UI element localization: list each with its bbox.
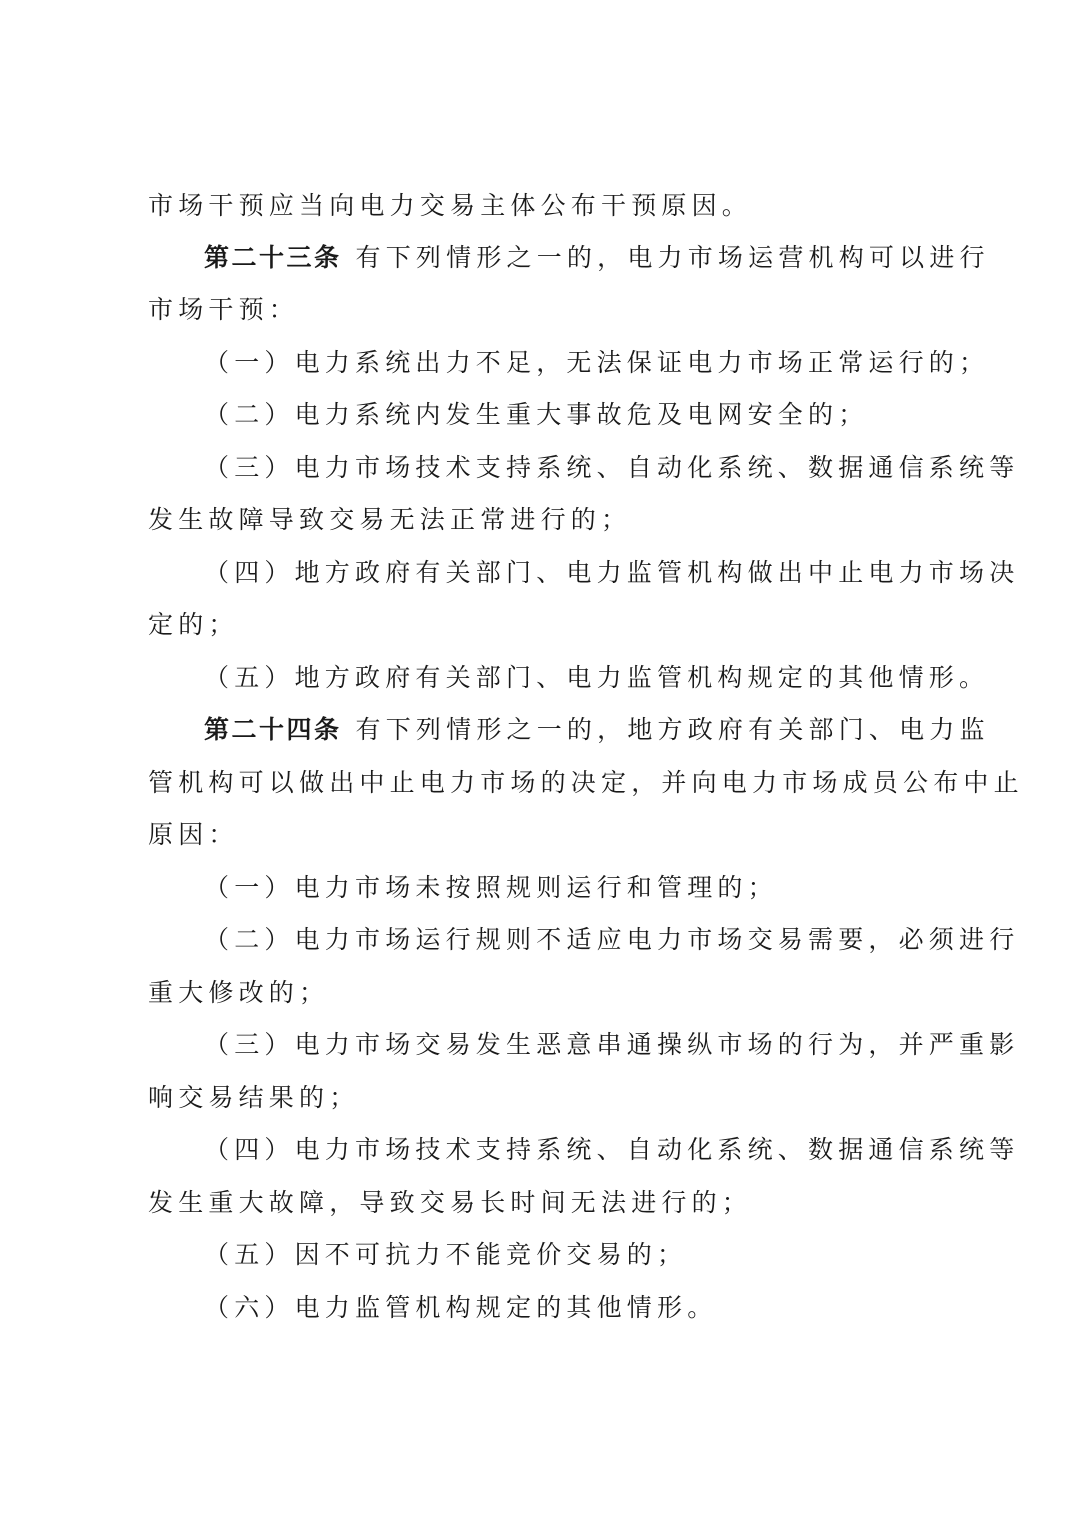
- list-item: [204, 1130, 1020, 1170]
- list-item: [204, 868, 938, 908]
- line-text: （五）地方政府有关部门、电力监管机构规定的其他情形。: [204, 663, 990, 692]
- paragraph-line: [148, 815, 938, 855]
- line-text: 发生重大故障，导致交易长时间无法进行的；: [148, 1188, 753, 1217]
- list-item: [204, 448, 1020, 488]
- list-item: [204, 1235, 938, 1275]
- list-item: [204, 343, 990, 383]
- paragraph-line: [148, 763, 1024, 803]
- line-text: 响交易结果的；: [148, 1083, 360, 1112]
- list-item: [204, 920, 1020, 960]
- line-text: 重大修改的；: [148, 978, 330, 1007]
- list-item: [204, 395, 938, 435]
- line-text: 市场干预应当向电力交易主体公布干预原因。: [148, 191, 753, 220]
- line-text: （三）电力市场技术支持系统、自动化系统、数据通信系统等: [204, 453, 1020, 482]
- line-text: （一）电力市场未按照规则运行和管理的；: [204, 873, 778, 902]
- list-item: [204, 658, 990, 698]
- list-item: [204, 1025, 1020, 1065]
- article-23-line: [204, 238, 990, 278]
- line-text: （二）电力系统内发生重大事故危及电网安全的；: [204, 400, 869, 429]
- line-text: 市场干预：: [148, 295, 300, 324]
- paragraph-line: [148, 605, 938, 645]
- paragraph-line: [148, 1183, 938, 1223]
- line-text: 发生故障导致交易无法正常进行的；: [148, 505, 632, 534]
- paragraph-line: [148, 973, 938, 1013]
- line-text: 管机构可以做出中止电力市场的决定，并向电力市场成员公布中止: [148, 768, 1024, 797]
- paragraph-line: [148, 1078, 938, 1118]
- list-item: [204, 553, 1020, 593]
- line-text: （一）电力系统出力不足，无法保证电力市场正常运行的；: [204, 348, 990, 377]
- line-text: （六）电力监管机构规定的其他情形。: [204, 1293, 718, 1322]
- paragraph-line: [148, 186, 938, 226]
- line-text: （四）电力市场技术支持系统、自动化系统、数据通信系统等: [204, 1135, 1020, 1164]
- list-item: [204, 1288, 938, 1328]
- line-text: 原因：: [148, 820, 239, 849]
- article-heading: 第二十三条: [204, 243, 342, 272]
- line-text: （五）因不可抗力不能竞价交易的；: [204, 1240, 688, 1269]
- line-text: （四）地方政府有关部门、电力监管机构做出中止电力市场决: [204, 558, 1020, 587]
- paragraph-line: [148, 290, 938, 330]
- line-text: 有下列情形之一的，地方政府有关部门、电力监: [355, 715, 990, 744]
- paragraph-line: [148, 500, 938, 540]
- line-text: （三）电力市场交易发生恶意串通操纵市场的行为，并严重影: [204, 1030, 1020, 1059]
- line-text: 有下列情形之一的，电力市场运营机构可以进行: [355, 243, 990, 272]
- article-24-line: [204, 710, 990, 750]
- line-text: 定的；: [148, 610, 239, 639]
- article-heading: 第二十四条: [204, 715, 342, 744]
- line-text: （二）电力市场运行规则不适应电力市场交易需要，必须进行: [204, 925, 1020, 954]
